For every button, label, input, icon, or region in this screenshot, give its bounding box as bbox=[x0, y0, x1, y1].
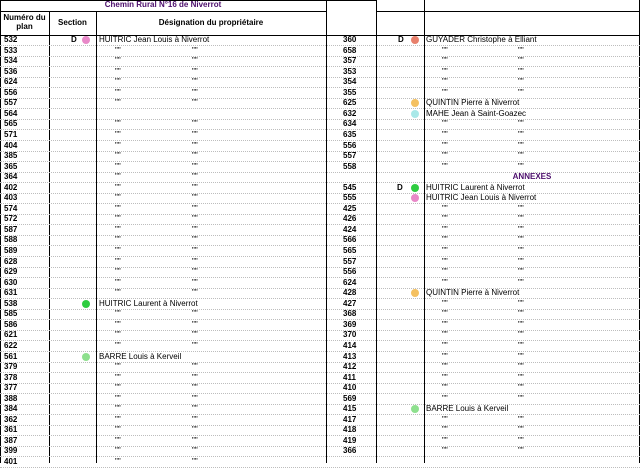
table-row bbox=[0, 130, 640, 141]
ditto-mark: "" bbox=[442, 277, 448, 287]
table-row bbox=[0, 415, 640, 426]
ditto-mark: "" bbox=[442, 214, 448, 224]
ditto-mark: "" bbox=[192, 277, 198, 287]
lightgreen-marker-dot bbox=[82, 353, 90, 361]
table-row bbox=[0, 162, 640, 173]
header-section: Section bbox=[58, 18, 87, 27]
plan-number: 569 bbox=[343, 393, 357, 403]
ditto-mark: "" bbox=[442, 362, 448, 372]
ditto-mark: "" bbox=[518, 319, 524, 329]
salmon-marker-dot bbox=[411, 36, 419, 44]
table-row bbox=[0, 56, 640, 67]
plan-number: 622 bbox=[4, 340, 18, 350]
plan-number: 564 bbox=[4, 108, 18, 118]
plan-number: 631 bbox=[4, 288, 18, 298]
ditto-mark: "" bbox=[442, 267, 448, 277]
green-marker-dot bbox=[411, 184, 419, 192]
ditto-mark: "" bbox=[115, 235, 121, 245]
plan-number: 418 bbox=[343, 425, 357, 435]
ditto-mark: "" bbox=[192, 288, 198, 298]
ditto-mark: "" bbox=[115, 87, 121, 97]
plan-number: 565 bbox=[343, 246, 357, 255]
plan-number: 625 bbox=[343, 98, 357, 108]
ditto-mark: "" bbox=[518, 309, 524, 319]
ditto-mark: "" bbox=[192, 151, 198, 161]
ditto-mark: "" bbox=[442, 246, 448, 255]
plan-number: 628 bbox=[4, 256, 18, 266]
table-row bbox=[0, 446, 640, 457]
plan-number: 565 bbox=[4, 119, 18, 129]
ditto-mark: "" bbox=[518, 435, 524, 445]
ditto-mark: "" bbox=[442, 383, 448, 393]
table-row bbox=[0, 425, 640, 436]
plan-number: 353 bbox=[343, 66, 357, 76]
ditto-mark: "" bbox=[115, 393, 121, 403]
annexes-heading: ANNEXES bbox=[512, 172, 552, 182]
ditto-mark: "" bbox=[192, 66, 198, 76]
ditto-mark: "" bbox=[442, 119, 448, 129]
section-letter: D bbox=[71, 35, 77, 44]
table-row bbox=[0, 404, 640, 415]
ditto-mark: "" bbox=[115, 182, 121, 192]
ditto-mark: "" bbox=[518, 446, 524, 456]
table-row bbox=[0, 362, 640, 373]
ditto-mark: "" bbox=[192, 87, 198, 97]
plan-number: 635 bbox=[343, 129, 357, 139]
ditto-mark: "" bbox=[518, 161, 524, 171]
plan-number: 558 bbox=[343, 161, 357, 171]
header-right-num-box bbox=[326, 0, 377, 36]
plan-number: 378 bbox=[4, 372, 18, 382]
pink-marker-dot bbox=[411, 194, 419, 202]
ditto-mark: "" bbox=[192, 309, 198, 319]
ditto-mark: "" bbox=[518, 203, 524, 213]
plan-number: 585 bbox=[4, 309, 18, 319]
plan-number: 428 bbox=[343, 288, 357, 298]
ditto-mark: "" bbox=[192, 404, 198, 414]
owner-name: QUINTIN Pierre à Niverrot bbox=[426, 98, 520, 108]
ditto-mark: "" bbox=[442, 425, 448, 435]
plan-number: 365 bbox=[4, 161, 18, 171]
ditto-mark: "" bbox=[518, 224, 524, 234]
ditto-mark: "" bbox=[442, 45, 448, 55]
plan-number: 384 bbox=[4, 404, 18, 414]
ditto-mark: "" bbox=[115, 224, 121, 234]
ditto-mark: "" bbox=[518, 87, 524, 97]
plan-number: 370 bbox=[343, 330, 357, 340]
ditto-mark: "" bbox=[518, 214, 524, 224]
ditto-mark: "" bbox=[518, 351, 524, 361]
ditto-mark: "" bbox=[442, 161, 448, 171]
green-marker-dot bbox=[82, 300, 90, 308]
plan-number: 403 bbox=[4, 193, 18, 203]
plan-number: 588 bbox=[4, 235, 18, 245]
ditto-mark: "" bbox=[115, 446, 121, 456]
plan-number: 556 bbox=[4, 87, 18, 97]
pink-marker-dot bbox=[82, 36, 90, 44]
ditto-mark: "" bbox=[442, 224, 448, 234]
plan-number: 411 bbox=[343, 372, 356, 382]
ditto-mark: "" bbox=[518, 330, 524, 340]
ditto-mark: "" bbox=[115, 383, 121, 393]
ditto-mark: "" bbox=[192, 77, 198, 87]
header-right-designation-box bbox=[424, 11, 640, 36]
ditto-mark: "" bbox=[442, 56, 448, 66]
ditto-mark: "" bbox=[518, 56, 524, 66]
cyan-marker-dot bbox=[411, 110, 419, 118]
table-row bbox=[0, 394, 640, 405]
plan-number: 427 bbox=[343, 298, 357, 308]
ditto-mark: "" bbox=[442, 66, 448, 76]
section-letter: D bbox=[398, 35, 404, 44]
ditto-mark: "" bbox=[192, 393, 198, 403]
table-row bbox=[0, 46, 640, 57]
ditto-mark: "" bbox=[192, 98, 198, 108]
ditto-mark: "" bbox=[442, 203, 448, 213]
table-row bbox=[0, 77, 640, 88]
ditto-mark: "" bbox=[115, 319, 121, 329]
ditto-mark: "" bbox=[518, 277, 524, 287]
lightgreen-marker-dot bbox=[411, 405, 419, 413]
ditto-mark: "" bbox=[442, 319, 448, 329]
plan-number: 357 bbox=[343, 56, 357, 66]
ditto-mark: "" bbox=[518, 45, 524, 55]
ditto-mark: "" bbox=[442, 372, 448, 382]
section-letter: D bbox=[397, 182, 403, 192]
ditto-mark: "" bbox=[192, 414, 198, 424]
plan-number: 379 bbox=[4, 362, 18, 372]
owner-name: HUITRIC Jean Louis à Niverrot bbox=[426, 193, 537, 203]
ditto-mark: "" bbox=[518, 372, 524, 382]
plan-number: 360 bbox=[343, 35, 357, 44]
plan-number: 425 bbox=[343, 203, 357, 213]
ditto-mark: "" bbox=[115, 425, 121, 435]
ditto-mark: "" bbox=[442, 340, 448, 350]
plan-number: 557 bbox=[4, 98, 18, 108]
ditto-mark: "" bbox=[518, 140, 524, 150]
ditto-mark: "" bbox=[192, 45, 198, 55]
ditto-mark: "" bbox=[192, 56, 198, 66]
ditto-mark: "" bbox=[115, 288, 121, 298]
plan-number: 538 bbox=[4, 298, 18, 308]
header-right-section-box bbox=[376, 11, 425, 36]
orange-marker-dot bbox=[411, 99, 419, 107]
table-row bbox=[0, 341, 640, 352]
table-title: Chemin Rural N°16 de Niverrot bbox=[104, 0, 222, 9]
ditto-mark: "" bbox=[192, 267, 198, 277]
table-row bbox=[0, 436, 640, 447]
plan-number: 385 bbox=[4, 151, 18, 161]
plan-number: 621 bbox=[4, 330, 18, 340]
table-row bbox=[0, 67, 640, 78]
plan-number: 556 bbox=[343, 267, 357, 277]
ditto-mark: "" bbox=[442, 298, 448, 308]
ditto-mark: "" bbox=[192, 193, 198, 203]
plan-number: 369 bbox=[343, 319, 357, 329]
plan-number: 629 bbox=[4, 267, 18, 277]
ditto-mark: "" bbox=[192, 203, 198, 213]
plan-number: 355 bbox=[343, 87, 357, 97]
table-row bbox=[0, 204, 640, 215]
table-row bbox=[0, 257, 640, 268]
ditto-mark: "" bbox=[192, 383, 198, 393]
plan-number: 587 bbox=[4, 224, 18, 234]
ditto-mark: "" bbox=[518, 393, 524, 403]
ditto-mark: "" bbox=[115, 98, 121, 108]
table-row bbox=[0, 320, 640, 331]
owner-name: HUITRIC Jean Louis à Niverrot bbox=[99, 35, 210, 44]
owner-name: BARRE Louis à Kerveil bbox=[99, 351, 182, 361]
plan-number: 561 bbox=[4, 351, 18, 361]
ditto-mark: "" bbox=[442, 235, 448, 245]
table-row bbox=[0, 214, 640, 225]
ditto-mark: "" bbox=[192, 330, 198, 340]
plan-number: 402 bbox=[4, 182, 18, 192]
ditto-mark: "" bbox=[442, 414, 448, 424]
table-row bbox=[0, 352, 640, 363]
ditto-mark: "" bbox=[442, 435, 448, 445]
ditto-mark: "" bbox=[518, 235, 524, 245]
ditto-mark: "" bbox=[442, 330, 448, 340]
plan-number: 586 bbox=[4, 319, 18, 329]
table-row bbox=[0, 109, 640, 120]
plan-number: 414 bbox=[343, 340, 357, 350]
ditto-mark: "" bbox=[115, 77, 121, 87]
ditto-mark: "" bbox=[115, 56, 121, 66]
header-designation: Désignation du propriétaire bbox=[158, 18, 264, 27]
ditto-mark: "" bbox=[115, 140, 121, 150]
ditto-mark: "" bbox=[115, 203, 121, 213]
plan-number: 368 bbox=[343, 309, 357, 319]
plan-number: 362 bbox=[4, 414, 18, 424]
ditto-mark: "" bbox=[442, 393, 448, 403]
plan-number: 364 bbox=[4, 172, 18, 182]
plan-number: 624 bbox=[4, 77, 18, 87]
owner-name: HUITRIC Laurent à Niverrot bbox=[426, 182, 525, 192]
ditto-mark: "" bbox=[115, 256, 121, 266]
ditto-mark: "" bbox=[115, 45, 121, 55]
owner-name: GUYADER Christophe à Elliant bbox=[426, 35, 537, 44]
plan-number: 589 bbox=[4, 246, 18, 255]
plan-number: 401 bbox=[4, 457, 18, 466]
plan-number: 399 bbox=[4, 446, 18, 456]
ditto-mark: "" bbox=[115, 309, 121, 319]
ditto-mark: "" bbox=[192, 435, 198, 445]
ditto-mark: "" bbox=[192, 425, 198, 435]
ditto-mark: "" bbox=[115, 277, 121, 287]
ditto-mark: "" bbox=[518, 66, 524, 76]
orange-marker-dot bbox=[411, 289, 419, 297]
ditto-mark: "" bbox=[518, 77, 524, 87]
ditto-mark: "" bbox=[115, 246, 121, 255]
ditto-mark: "" bbox=[115, 414, 121, 424]
ditto-mark: "" bbox=[115, 435, 121, 445]
header-num-line1: Numéro du bbox=[3, 13, 46, 22]
ditto-mark: "" bbox=[115, 214, 121, 224]
table-row bbox=[0, 98, 640, 109]
plan-number: 658 bbox=[343, 45, 357, 55]
plan-number: 426 bbox=[343, 214, 357, 224]
ditto-mark: "" bbox=[192, 256, 198, 266]
ditto-mark: "" bbox=[442, 309, 448, 319]
ditto-mark: "" bbox=[192, 119, 198, 129]
ditto-mark: "" bbox=[518, 129, 524, 139]
ditto-mark: "" bbox=[442, 351, 448, 361]
ditto-mark: "" bbox=[192, 235, 198, 245]
ditto-mark: "" bbox=[115, 330, 121, 340]
plan-number: 412 bbox=[343, 362, 357, 372]
table-row bbox=[0, 267, 640, 278]
table-row bbox=[0, 225, 640, 236]
plan-number: 555 bbox=[343, 193, 357, 203]
ditto-mark: "" bbox=[442, 446, 448, 456]
ditto-mark: "" bbox=[442, 77, 448, 87]
ditto-mark: "" bbox=[192, 246, 198, 255]
ditto-mark: "" bbox=[192, 129, 198, 139]
ditto-mark: "" bbox=[192, 446, 198, 456]
plan-number: 366 bbox=[343, 446, 357, 456]
plan-number: 566 bbox=[343, 235, 357, 245]
plan-number: 419 bbox=[343, 435, 357, 445]
owner-name: QUINTIN Pierre à Niverrot bbox=[426, 288, 520, 298]
ditto-mark: "" bbox=[192, 224, 198, 234]
plan-number: 415 bbox=[343, 404, 357, 414]
table-row bbox=[0, 383, 640, 394]
plan-number: 536 bbox=[4, 66, 18, 76]
owner-name: MAHE Jean à Saint-Goazec bbox=[426, 108, 527, 118]
plan-number: 377 bbox=[4, 383, 18, 393]
ditto-mark: "" bbox=[115, 372, 121, 382]
table-row bbox=[0, 278, 640, 289]
ditto-mark: "" bbox=[442, 256, 448, 266]
ditto-mark: "" bbox=[115, 457, 121, 466]
ditto-mark: "" bbox=[115, 161, 121, 171]
table-row bbox=[0, 235, 640, 246]
plan-number: 424 bbox=[343, 224, 357, 234]
table-row bbox=[0, 88, 640, 99]
ditto-mark: "" bbox=[192, 182, 198, 192]
table-row bbox=[0, 151, 640, 162]
plan-number: 413 bbox=[343, 351, 357, 361]
plan-number: 417 bbox=[343, 414, 357, 424]
ditto-mark: "" bbox=[518, 340, 524, 350]
plan-number: 630 bbox=[4, 277, 18, 287]
plan-number: 574 bbox=[4, 203, 18, 213]
plan-number: 361 bbox=[4, 425, 18, 435]
ditto-mark: "" bbox=[192, 172, 198, 182]
ditto-mark: "" bbox=[518, 256, 524, 266]
table-row bbox=[0, 141, 640, 152]
table-row bbox=[0, 288, 640, 299]
ditto-mark: "" bbox=[192, 161, 198, 171]
ditto-mark: "" bbox=[192, 362, 198, 372]
plan-number: 545 bbox=[343, 182, 357, 192]
ditto-mark: "" bbox=[192, 372, 198, 382]
ditto-mark: "" bbox=[518, 151, 524, 161]
ditto-mark: "" bbox=[115, 66, 121, 76]
ditto-mark: "" bbox=[518, 383, 524, 393]
ditto-mark: "" bbox=[115, 340, 121, 350]
plan-number: 354 bbox=[343, 77, 357, 87]
ditto-mark: "" bbox=[115, 362, 121, 372]
ditto-mark: "" bbox=[115, 151, 121, 161]
table-row bbox=[0, 330, 640, 341]
table-row bbox=[0, 172, 640, 183]
plan-number: 533 bbox=[4, 45, 18, 55]
plan-number: 387 bbox=[4, 435, 18, 445]
header-num-line2: plan bbox=[16, 22, 33, 31]
table-row bbox=[0, 183, 640, 194]
table-row bbox=[0, 119, 640, 130]
plan-number: 632 bbox=[343, 108, 357, 118]
table-row bbox=[0, 35, 640, 46]
plan-number: 634 bbox=[343, 119, 357, 129]
ditto-mark: "" bbox=[518, 246, 524, 255]
ditto-mark: "" bbox=[115, 193, 121, 203]
plan-number: 532 bbox=[4, 35, 18, 44]
table-row bbox=[0, 299, 640, 310]
ditto-mark: "" bbox=[192, 140, 198, 150]
table-row bbox=[0, 373, 640, 384]
ditto-mark: "" bbox=[518, 119, 524, 129]
plan-number: 404 bbox=[4, 140, 18, 150]
ditto-mark: "" bbox=[115, 172, 121, 182]
ditto-mark: "" bbox=[518, 425, 524, 435]
plan-number: 556 bbox=[343, 140, 357, 150]
table-row bbox=[0, 309, 640, 320]
ditto-mark: "" bbox=[518, 362, 524, 372]
ditto-mark: "" bbox=[115, 404, 121, 414]
ditto-mark: "" bbox=[442, 151, 448, 161]
ditto-mark: "" bbox=[442, 87, 448, 97]
table-row bbox=[0, 246, 640, 257]
ditto-mark: "" bbox=[192, 214, 198, 224]
plan-number: 624 bbox=[343, 277, 357, 287]
ditto-mark: "" bbox=[192, 457, 198, 466]
plan-number: 571 bbox=[4, 129, 18, 139]
ditto-mark: "" bbox=[192, 340, 198, 350]
ditto-mark: "" bbox=[192, 319, 198, 329]
ditto-mark: "" bbox=[115, 129, 121, 139]
plan-number: 557 bbox=[343, 151, 357, 161]
plan-number: 410 bbox=[343, 383, 357, 393]
ditto-mark: "" bbox=[115, 119, 121, 129]
ditto-mark: "" bbox=[518, 267, 524, 277]
owner-name: BARRE Louis à Kerveil bbox=[426, 404, 509, 414]
table-row bbox=[0, 193, 640, 204]
owner-name: HUITRIC Laurent à Niverrot bbox=[99, 298, 198, 308]
plan-number: 572 bbox=[4, 214, 18, 224]
ditto-mark: "" bbox=[518, 298, 524, 308]
ditto-mark: "" bbox=[442, 140, 448, 150]
plan-number: 388 bbox=[4, 393, 18, 403]
plan-number: 534 bbox=[4, 56, 18, 66]
ditto-mark: "" bbox=[115, 267, 121, 277]
ditto-mark: "" bbox=[518, 414, 524, 424]
ditto-mark: "" bbox=[442, 129, 448, 139]
plan-number: 557 bbox=[343, 256, 357, 266]
